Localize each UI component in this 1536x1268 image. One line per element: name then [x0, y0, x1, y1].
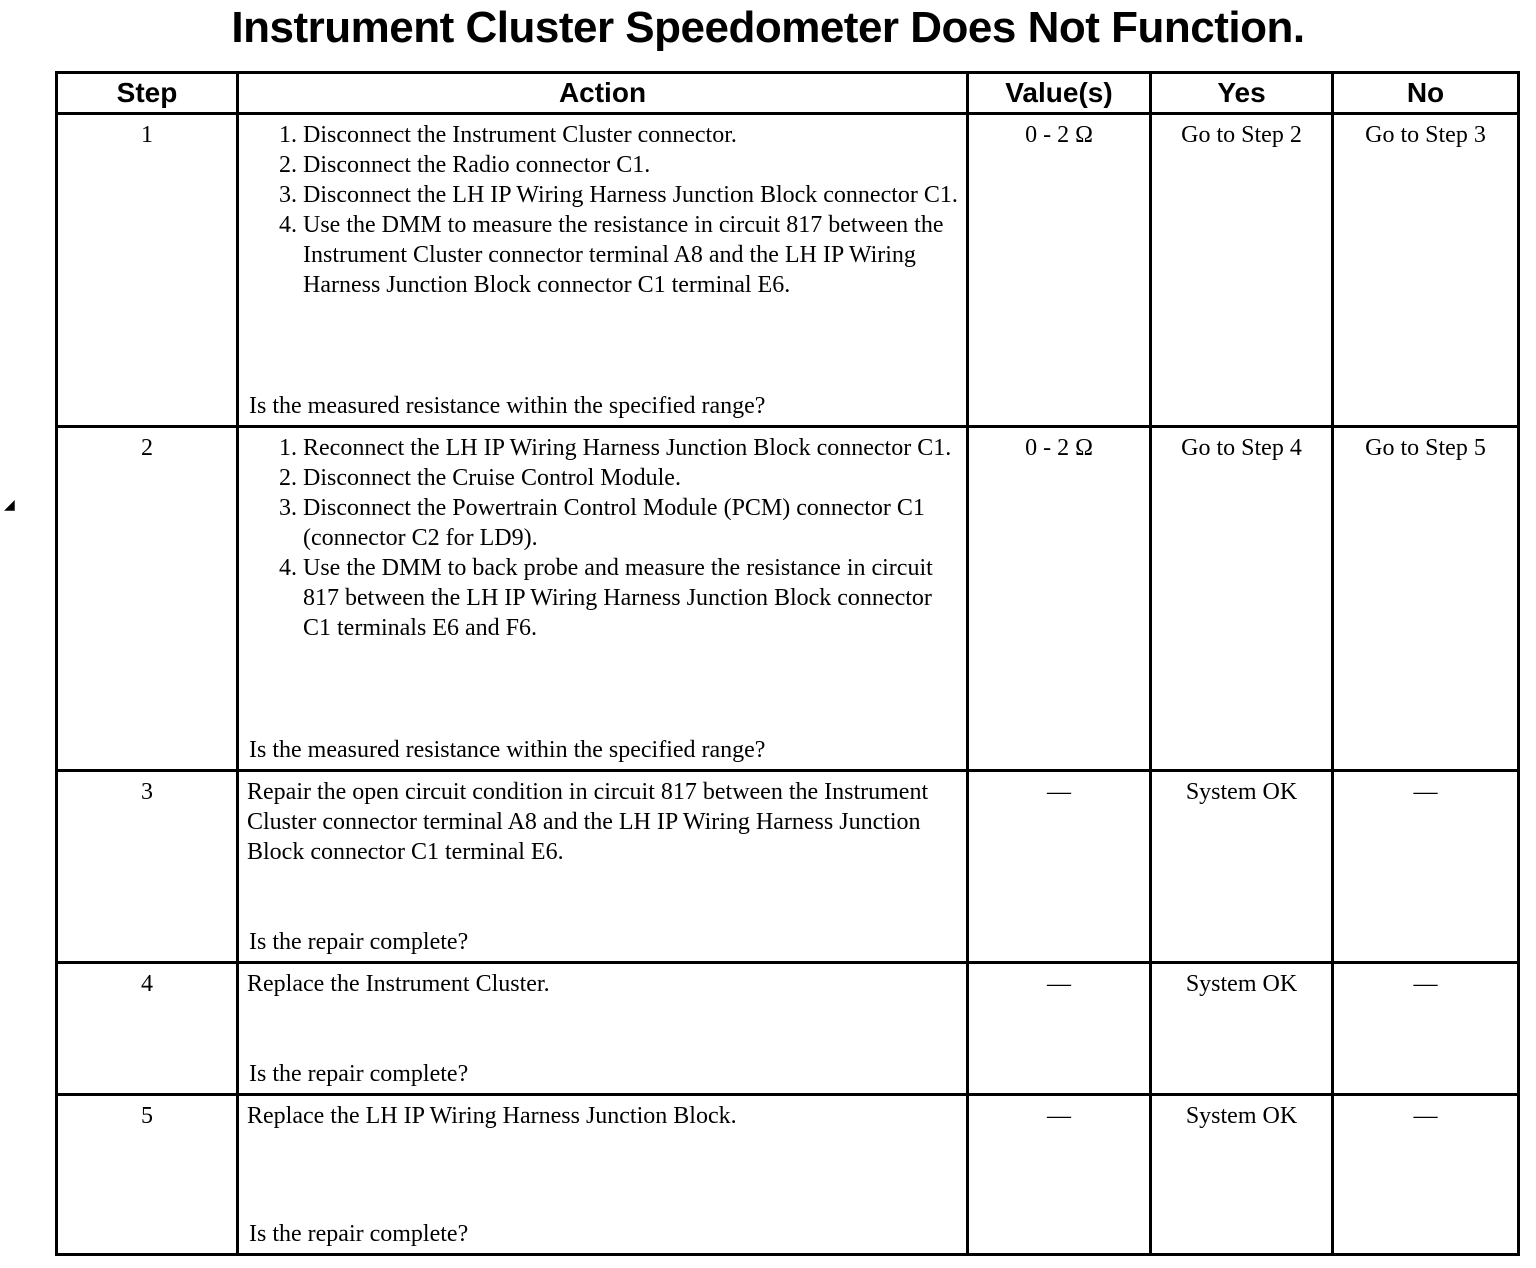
yes-cell: Go to Step 4: [1151, 427, 1333, 771]
action-step: 4. Use the DMM to back probe and measure the resistance in circuit 817 between the LH IP Wiring Harness Junction Block connector C1 terminals E6 and F6.: [303, 553, 958, 643]
action-step: 3. Disconnect the Powertrain Control Module (PCM) connector C1 (connector C2 for LD9).: [303, 493, 958, 553]
value-cell: 0 - 2 Ω: [968, 427, 1151, 771]
no-cell: Go to Step 5: [1333, 427, 1519, 771]
action-step: 1. Disconnect the Instrument Cluster connector.: [303, 120, 958, 150]
action-step: 1. Reconnect the LH IP Wiring Harness Junction Block connector C1.: [303, 433, 958, 463]
yes-cell: System OK: [1151, 771, 1333, 963]
value-cell: —: [968, 1095, 1151, 1255]
value-cell: 0 - 2 Ω: [968, 114, 1151, 427]
table-header-row: [57, 73, 1519, 114]
no-cell: —: [1333, 963, 1519, 1095]
action-steps-list: [247, 433, 958, 643]
header-step: Step: [57, 73, 238, 114]
no-cell: —: [1333, 1095, 1519, 1255]
page-title: Instrument Cluster Speedometer Does Not Function.: [231, 3, 1305, 52]
step-number: 3: [57, 771, 238, 963]
value-cell: —: [968, 771, 1151, 963]
value-cell: —: [968, 963, 1151, 1095]
table-row: [57, 771, 1519, 963]
header-values: Value(s): [968, 73, 1151, 114]
step-number: 1: [57, 114, 238, 427]
no-cell: —: [1333, 771, 1519, 963]
yes-cell: Go to Step 2: [1151, 114, 1333, 427]
action-text: Replace the Instrument Cluster.: [247, 971, 550, 997]
table-row: [57, 963, 1519, 1095]
table-row: [57, 427, 1519, 771]
action-question: Is the repair complete?: [249, 1061, 469, 1087]
action-text: Repair the open circuit condition in circuit 817 between the Instrument Cluster connector terminal A8 and the LH IP Wiring Harness Junction Block connector C1 terminal E6.: [247, 779, 929, 865]
action-step: 2. Disconnect the Radio connector C1.: [303, 150, 958, 180]
step-number: 5: [57, 1095, 238, 1255]
action-step: 3. Disconnect the LH IP Wiring Harness Junction Block connector C1.: [303, 180, 958, 210]
table-row: [57, 114, 1519, 427]
table-row: [57, 1095, 1519, 1255]
margin-arrow-icon: ◢: [4, 497, 15, 513]
yes-cell: System OK: [1151, 963, 1333, 1095]
action-question: Is the repair complete?: [249, 929, 469, 955]
header-yes: Yes: [1151, 73, 1333, 114]
step-number: 2: [57, 427, 238, 771]
header-action: Action: [238, 73, 968, 114]
action-question: Is the repair complete?: [249, 1221, 469, 1247]
yes-cell: System OK: [1151, 1095, 1333, 1255]
diagnostic-table: [55, 71, 1520, 1256]
action-steps-list: [247, 120, 958, 300]
action-text: Replace the LH IP Wiring Harness Junction Block.: [247, 1103, 737, 1129]
action-question: Is the measured resistance within the specified range?: [249, 393, 766, 419]
action-cell: [238, 114, 968, 427]
action-cell: [238, 427, 968, 771]
step-number: 4: [57, 963, 238, 1095]
action-step: 4. Use the DMM to measure the resistance in circuit 817 between the Instrument Cluster connector terminal A8 and the LH IP Wiring Harness Junction Block connector C1 terminal E6.: [303, 210, 958, 300]
action-cell: [238, 963, 968, 1095]
no-cell: Go to Step 3: [1333, 114, 1519, 427]
action-question: Is the measured resistance within the specified range?: [249, 737, 766, 763]
action-cell: [238, 1095, 968, 1255]
header-no: No: [1333, 73, 1519, 114]
action-cell: [238, 771, 968, 963]
action-step: 2. Disconnect the Cruise Control Module.: [303, 463, 958, 493]
